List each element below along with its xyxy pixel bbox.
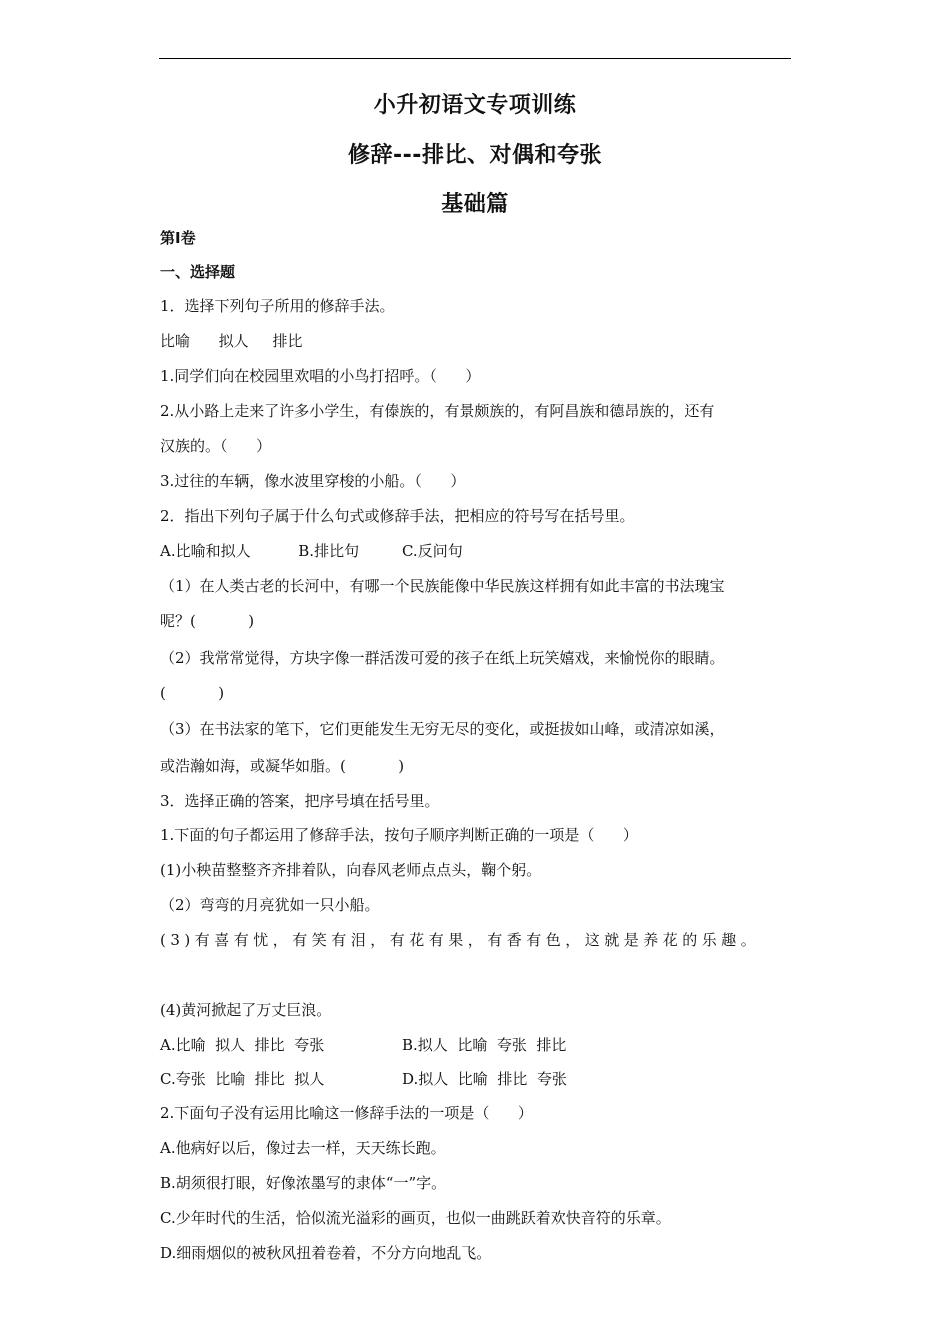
q3-sub1-stem: 1.下面的句子都运用了修辞手法，按句子顺序判断正确的一项是（ ） [160,826,638,844]
q2-item-3-cont: 或浩瀚如海，或凝华如脂。( ) [160,757,405,775]
q1-item-3: 3.过往的车辆，像水波里穿梭的小船。（ ） [160,472,466,490]
q3-sub2-option-c: C.少年时代的生活，恰似流光溢彩的画页，也似一曲跳跃着欢快音符的乐章。 [160,1209,671,1227]
section-heading: 一、选择题 [160,263,236,281]
q1-item-2: 2.从小路上走来了许多小学生，有傣族的，有景颇族的，有阿昌族和德昂族的，还有 [160,402,715,420]
q1-item-1: 1.同学们向在校园里欢唱的小鸟打招呼。（ ） [160,367,481,385]
q3-sub2-stem: 2.下面句子没有运用比喻这一修辞手法的一项是（ ） [160,1104,533,1122]
q1-stem: 1．选择下列句子所用的修辞手法。 [160,297,395,315]
q2-item-1-cont: 呢？( ) [160,612,255,630]
q2-options: A.比喻和拟人 B.排比句 C.反问句 [160,542,463,560]
q2-item-3: （3）在书法家的笔下，它们更能发生无穷无尽的变化，或挺拔如山峰，或清凉如溪， [160,720,725,738]
q2-item-1: （1）在人类古老的长河中，有哪一个民族能像中华民族这样拥有如此丰富的书法瑰宝 [160,577,725,595]
title-level: 基础篇 [441,192,509,217]
q3-sub1-sentence-4: (4)黄河掀起了万丈巨浪。 [160,1001,332,1019]
q2-stem: 2．指出下列句子属于什么句式或修辞手法，把相应的符号写在括号里。 [160,507,635,525]
q3-sub2-option-b: B.胡须很打眼，好像浓墨写的隶体“一”字。 [160,1174,447,1192]
q3-stem: 3．选择正确的答案，把序号填在括号里。 [160,792,440,810]
title-main: 小升初语文专项训练 [373,93,577,118]
q3-sub1-sentence-1: (1)小秧苗整整齐齐排着队，向春风老师点点头，鞠个躬。 [160,861,542,879]
q1-options: 比喻 拟人 排比 [160,332,303,350]
q3-sub1-option-b: B.拟人 比喻 夸张 排比 [402,1036,567,1054]
q3-sub2-option-d: D.细雨烟似的被秋风扭着卷着，不分方向地乱飞。 [160,1244,492,1262]
q2-item-2-cont: ( ) [160,684,225,702]
q1-item-2-cont: 汉族的。（ ） [160,437,272,455]
q3-sub2-option-a: A.他病好以后，像过去一样，天天练长跑。 [160,1139,446,1157]
volume-label: 第Ⅰ卷 [160,229,196,247]
q3-sub1-option-c: C.夸张 比喻 排比 拟人 [160,1070,325,1088]
q3-sub1-option-d: D.拟人 比喻 排比 夸张 [402,1070,567,1088]
q3-sub1-sentence-3: (3)有喜有忧，有笑有泪，有花有果，有香有色，这就是养花的乐趣。 [160,931,761,949]
q3-sub1-sentence-2: （2）弯弯的月亮犹如一只小船。 [160,896,380,914]
top-rule [159,58,791,59]
q2-item-2: （2）我常常觉得，方块字像一群活泼可爱的孩子在纸上玩笑嬉戏，来愉悦你的眼睛。 [160,649,725,667]
title-topic: 修辞---排比、对偶和夸张 [348,143,602,168]
q3-sub1-option-a: A.比喻 拟人 排比 夸张 [160,1036,325,1054]
